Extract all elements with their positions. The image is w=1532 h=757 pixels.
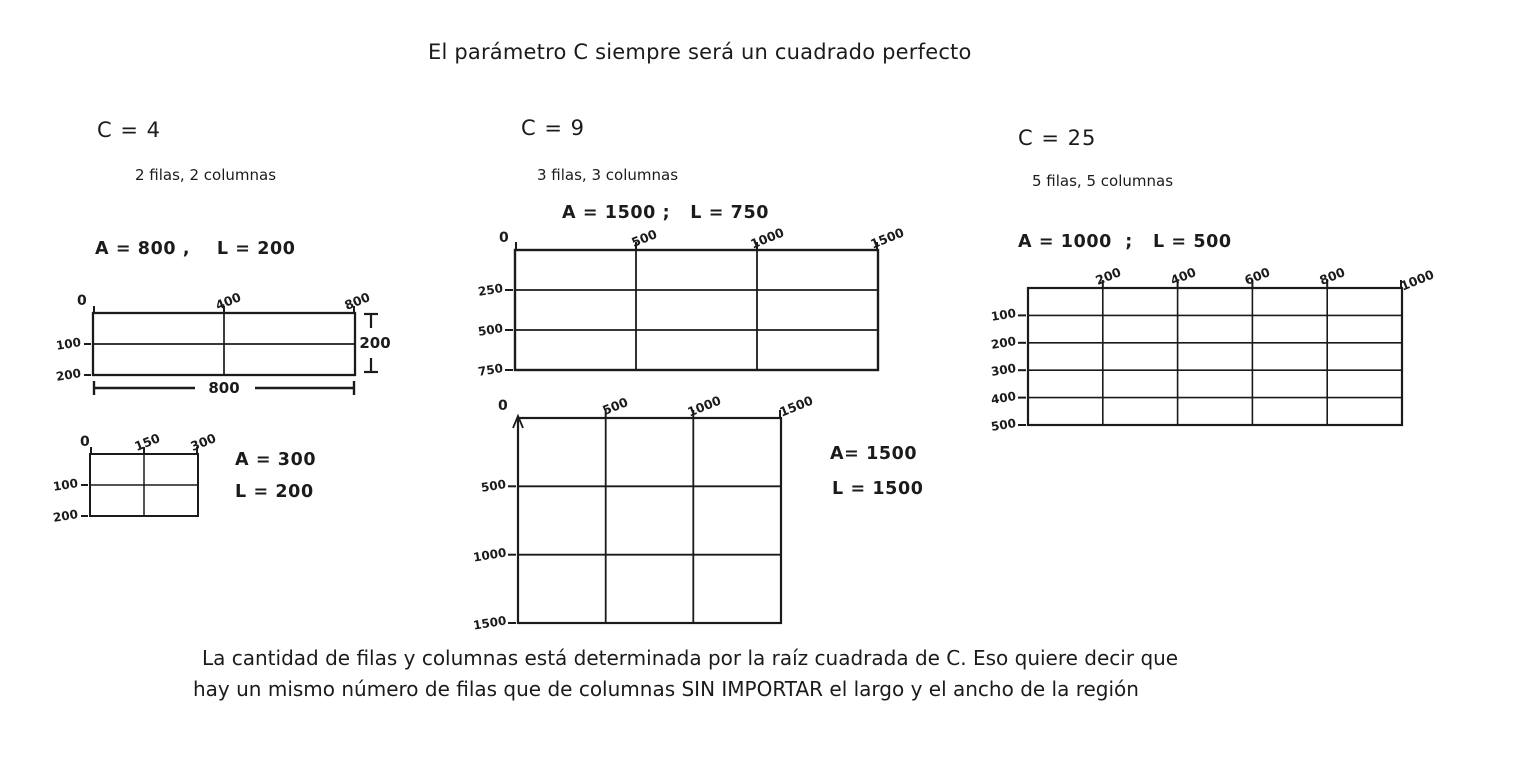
width-dimension-label: 800 [204, 379, 243, 397]
x-tick-label: 0 [498, 398, 508, 414]
y-tick-label: 200 [54, 366, 82, 384]
section-c25-formula: A = 1000 ; L = 500 [1018, 232, 1232, 252]
y-tick-label: 200 [51, 507, 79, 525]
y-tick-label: 100 [51, 476, 79, 494]
page-title: El parámetro C siempre será un cuadrado perfecto [428, 40, 972, 64]
height-dimension-bracket [359, 313, 391, 373]
y-tick-label: 300 [989, 361, 1017, 380]
x-tick-label: 400 [213, 289, 244, 313]
y-tick-label: 500 [479, 477, 507, 496]
grid-c9-wide [476, 224, 907, 379]
y-tick-label: 1500 [471, 613, 507, 633]
grid-lines [1028, 288, 1402, 425]
grid-c4-small [51, 430, 219, 525]
c9-square-length-label: L = 1500 [832, 479, 924, 499]
x-tick-label: 800 [342, 289, 373, 313]
section-c25-heading: C = 25 [1018, 126, 1097, 150]
x-tick-label: 400 [1167, 264, 1198, 288]
y-tick-label: 400 [989, 388, 1017, 407]
grid-lines [93, 313, 355, 375]
c4-small-length-label: L = 200 [235, 482, 314, 502]
x-tick-label: 0 [499, 230, 509, 246]
section-c9-subtitle: 3 filas, 3 columnas [537, 166, 679, 184]
section-c9-formula: A = 1500 ; L = 750 [562, 203, 769, 223]
x-tick-label: 500 [629, 226, 660, 250]
section-c4-formula: A = 800 , L = 200 [95, 239, 296, 259]
x-tick-label: 150 [132, 430, 163, 454]
y-tick-label: 500 [989, 416, 1017, 434]
y-tick-label: 100 [989, 306, 1017, 325]
x-tick-label: 500 [599, 394, 630, 418]
section-c9-heading: C = 9 [521, 116, 585, 140]
footer-note-line2: hay un mismo número de filas que de columnas SIN IMPORTAR el largo y el ancho de la región [193, 677, 1139, 701]
y-tick-label: 200 [989, 333, 1017, 352]
x-tick-label: 1500 [868, 224, 907, 252]
grid-lines [515, 250, 878, 370]
y-tick-label: 750 [476, 361, 504, 379]
y-tick-label: 250 [476, 281, 504, 299]
height-dimension-label: 200 [359, 334, 391, 352]
x-tick-label: 600 [1242, 264, 1273, 288]
grid-c9-square [471, 392, 816, 633]
x-tick-label: 200 [1093, 264, 1123, 288]
x-tick-label: 0 [77, 293, 87, 309]
grid-lines [518, 418, 781, 623]
x-tick-label: 1000 [748, 224, 787, 252]
section-c25-subtitle: 5 filas, 5 columnas [1032, 172, 1174, 190]
x-tick-label: 300 [188, 430, 219, 454]
grid-c4-wide [54, 289, 373, 384]
x-tick-label: 1000 [1398, 266, 1437, 294]
x-tick-label: 0 [80, 434, 90, 450]
section-c4-subtitle: 2 filas, 2 columnas [135, 166, 277, 184]
y-tick-label: 100 [54, 335, 82, 353]
c4-small-area-label: A = 300 [235, 450, 317, 470]
x-tick-label: 1000 [685, 392, 724, 420]
width-dimension-bracket [93, 381, 355, 395]
footer-note-line1: La cantidad de filas y columnas está determinada por la raíz cuadrada de C. Eso quiere decir que [202, 646, 1179, 670]
x-tick-label: 1500 [777, 392, 816, 420]
grid-c25 [989, 264, 1437, 434]
grid-lines [90, 454, 198, 516]
x-tick-label: 800 [1317, 264, 1348, 288]
c9-square-area-label: A= 1500 [830, 444, 918, 464]
section-c4-heading: C = 4 [97, 118, 161, 142]
y-tick-label: 500 [476, 321, 504, 339]
y-tick-label: 1000 [471, 545, 507, 565]
